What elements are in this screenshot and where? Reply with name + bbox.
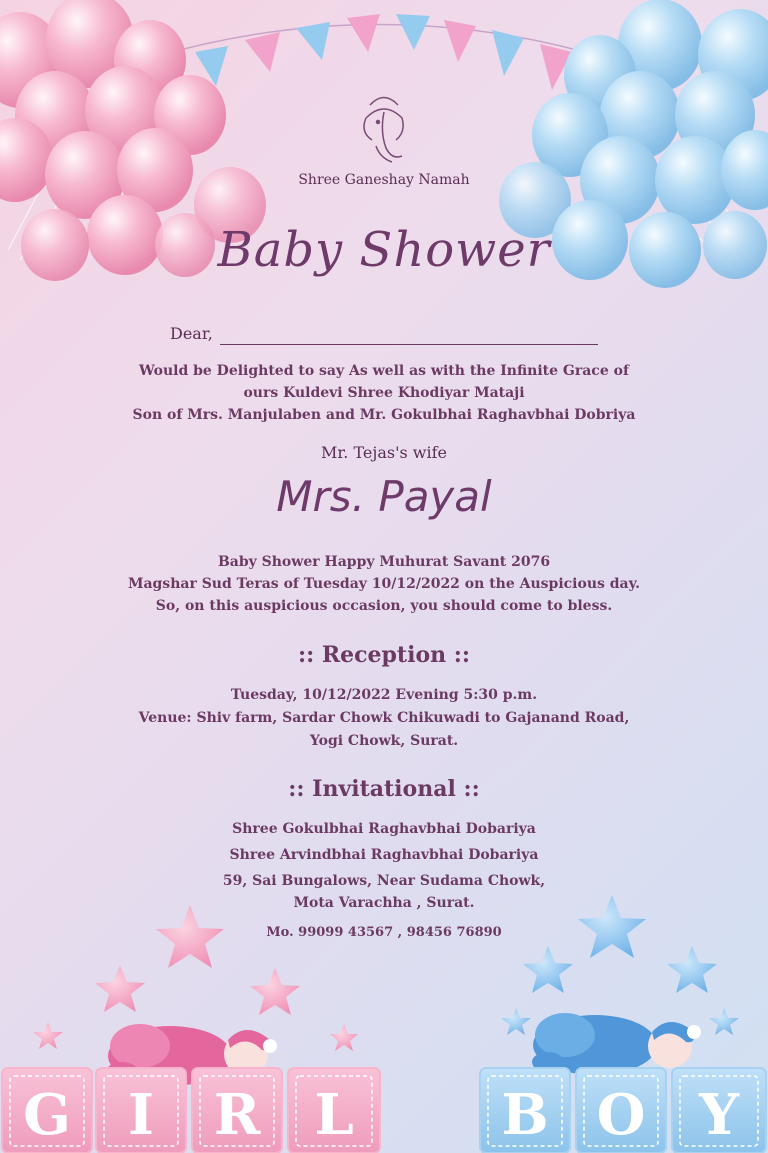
intro-line: Son of Mrs. Manjulaben and Mr. Gokulbhai Raghavbhai Dobriya: [132, 407, 636, 423]
blessing-text: Shree Ganeshay Namah: [298, 172, 470, 188]
page-title: Baby Shower: [217, 222, 551, 278]
honoree-relation: Mr. Tejas's wife: [321, 443, 447, 462]
reception-heading: :: Reception ::: [297, 642, 471, 668]
muhurat-line: Magshar Sud Teras of Tuesday 10/12/2022 on the Auspicious day.: [127, 576, 641, 592]
dear-label: Dear,: [170, 324, 213, 343]
block-letter: B: [501, 1082, 549, 1148]
invitational-line: Mota Varachha , Surat.: [293, 895, 475, 911]
invitational-line: Shree Gokulbhai Raghavbhai Dobariya: [232, 821, 536, 837]
intro-line: ours Kuldevi Shree Khodiyar Mataji: [243, 385, 525, 401]
intro-line: Would be Delighted to say As well as with the Infinite Grace of: [139, 363, 629, 379]
girl-blocks: [2, 1068, 380, 1153]
ganesha-icon: [364, 98, 403, 163]
reception-line: Tuesday, 10/12/2022 Evening 5:30 p.m.: [230, 687, 538, 703]
boy-blocks: [480, 1068, 766, 1153]
sleeping-baby-boy-icon: [532, 1013, 701, 1075]
invitational-line: Shree Arvindbhai Raghavbhai Dobariya: [229, 847, 539, 863]
invitational-heading: :: Invitational ::: [288, 776, 480, 802]
muhurat-line: So, on this auspicious occasion, you should come to bless.: [155, 598, 613, 614]
block-letter: I: [127, 1082, 155, 1148]
blue-star-icons: [501, 895, 739, 1035]
bunting-flags: [150, 14, 612, 92]
block-letter: R: [213, 1082, 261, 1148]
block-letter: L: [314, 1082, 354, 1148]
mobile-numbers: Mo. 99099 43567 , 98456 76890: [266, 925, 502, 940]
reception-line: Venue: Shiv farm, Sardar Chowk Chikuwadi to Gajanand Road,: [138, 710, 630, 726]
block-letter: O: [596, 1082, 646, 1148]
block-letter: Y: [699, 1082, 739, 1148]
guest-name-blank-line: [220, 344, 598, 345]
muhurat-line: Baby Shower Happy Muhurat Savant 2076: [217, 554, 551, 570]
block-letter: G: [23, 1082, 71, 1148]
reception-line: Yogi Chowk, Surat.: [309, 733, 459, 749]
invitational-line: 59, Sai Bungalows, Near Sudama Chowk,: [222, 873, 546, 889]
honoree-name: Mrs. Payal: [276, 472, 492, 521]
